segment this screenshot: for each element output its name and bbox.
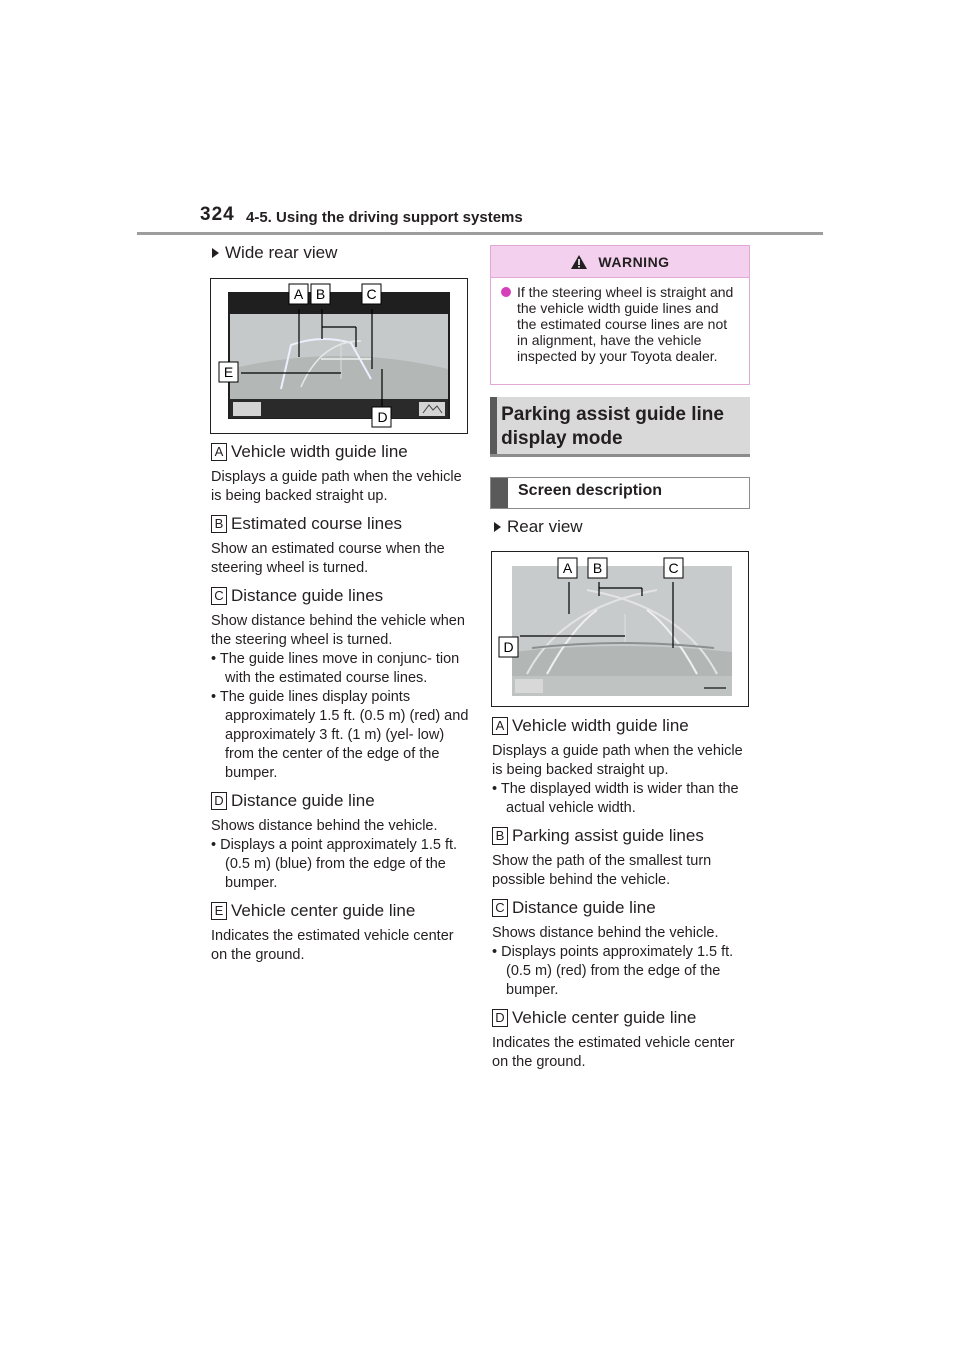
item-heading	[211, 586, 469, 606]
callout-d: D	[503, 639, 514, 655]
item-heading	[211, 901, 469, 921]
left-view-title-text: Wide rear view	[225, 243, 338, 262]
callout-c: C	[668, 560, 679, 576]
item-label: A	[211, 443, 227, 461]
arrow-icon	[494, 522, 501, 532]
item-text: Show the path of the smallest turn possible behind the vehicle.	[492, 853, 712, 888]
callout-e: E	[223, 364, 234, 380]
item-title: Parking assist guide lines	[512, 826, 704, 845]
item-heading	[211, 514, 469, 534]
right-view-title-text: Rear view	[507, 517, 583, 536]
item-bullet: • The guide lines move in conjunc- tion with the estimated course lines.	[211, 651, 460, 686]
item-label: C	[211, 587, 227, 605]
warning-title: WARNING	[598, 253, 670, 270]
page-number: 324	[200, 204, 235, 225]
item-title: Vehicle width guide line	[231, 442, 408, 461]
item-heading	[211, 442, 469, 462]
right-view-title	[494, 517, 583, 537]
subheading-bar	[491, 478, 508, 508]
rear-view-illustration	[492, 552, 748, 706]
warning-icon	[570, 254, 588, 270]
callout-b: B	[315, 286, 326, 302]
item-text: Indicates the estimated vehicle center on the ground.	[492, 1035, 735, 1070]
warning-body	[491, 278, 749, 364]
warning-box	[490, 245, 750, 385]
item-label: D	[211, 792, 227, 810]
right-item-d	[492, 1008, 750, 1072]
item-bullet: • The guide lines display points approximately 1.5 ft. (0.5 m) (red) and approximately 3 ft. (1 m) (yel- low) from the center of the edge of the bumper.	[211, 689, 469, 781]
header-divider	[137, 232, 823, 235]
warning-header	[491, 246, 749, 278]
item-heading	[211, 791, 469, 811]
left-item-c	[211, 586, 469, 783]
right-item-list	[492, 716, 750, 1072]
left-view-title	[212, 243, 337, 263]
subsection-heading-text: Screen description	[518, 482, 663, 499]
item-bullet: • Displays points approximately 1.5 ft. (0.5 m) (red) from the edge of the bumper.	[492, 944, 734, 998]
item-label: D	[492, 1009, 508, 1027]
item-text: Displays a guide path when the vehicle is being backed straight up.	[211, 469, 462, 504]
subsection-heading	[490, 477, 750, 509]
item-heading	[492, 826, 750, 846]
left-item-b	[211, 514, 469, 578]
left-item-list	[211, 442, 469, 965]
item-title: Distance guide line	[231, 791, 375, 810]
item-title: Distance guide lines	[231, 586, 384, 605]
callout-d: D	[377, 409, 388, 425]
item-heading	[492, 716, 750, 736]
wide-rear-view-illustration	[211, 279, 467, 433]
left-item-d	[211, 791, 469, 893]
warning-text: If the steering wheel is straight and the vehicle width guide lines and the estimated course lines are not in alignment, have the vehicle inspected by your Toyota dealer.	[517, 284, 734, 364]
item-label: C	[492, 899, 508, 917]
section-heading-text: Parking assist guide line display mode	[501, 404, 724, 449]
item-text: Displays a guide path when the vehicle is being backed straight up.	[492, 743, 743, 778]
item-title: Distance guide line	[512, 898, 656, 917]
item-heading	[492, 898, 750, 918]
left-item-a	[211, 442, 469, 506]
item-heading	[492, 1008, 750, 1028]
item-title: Vehicle center guide line	[512, 1008, 697, 1027]
item-label: A	[492, 717, 508, 735]
item-text: Shows distance behind the vehicle.	[211, 818, 438, 834]
item-bullet: • Displays a point approximately 1.5 ft. (0.5 m) (blue) from the edge of the bumper.	[211, 837, 458, 891]
bullet-dot-icon	[501, 287, 511, 297]
section-heading	[490, 397, 750, 457]
right-item-b	[492, 826, 750, 890]
arrow-icon	[212, 248, 219, 258]
item-text: Indicates the estimated vehicle center on the ground.	[211, 928, 454, 963]
item-bullet: • The displayed width is wider than the actual vehicle width.	[492, 781, 739, 816]
item-label: B	[492, 827, 508, 845]
right-item-c	[492, 898, 750, 1000]
item-text: Show distance behind the vehicle when the steering wheel is turned.	[211, 613, 465, 648]
item-text: Show an estimated course when the steering wheel is turned.	[211, 541, 445, 576]
item-title: Vehicle center guide line	[231, 901, 416, 920]
heading-bar	[490, 397, 497, 454]
item-label: E	[211, 902, 227, 920]
item-title: Estimated course lines	[231, 514, 403, 533]
item-title: Vehicle width guide line	[512, 716, 689, 735]
right-item-a	[492, 716, 750, 818]
section-title: 4-5. Using the driving support systems	[246, 209, 523, 226]
callout-a: A	[562, 560, 573, 576]
item-label: B	[211, 515, 227, 533]
wide-rear-view-figure	[210, 278, 468, 434]
left-item-e	[211, 901, 469, 965]
rear-view-figure	[491, 551, 749, 707]
callout-b: B	[592, 560, 603, 576]
callout-a: A	[293, 286, 304, 302]
callout-c: C	[366, 286, 377, 302]
item-text: Shows distance behind the vehicle.	[492, 925, 719, 941]
